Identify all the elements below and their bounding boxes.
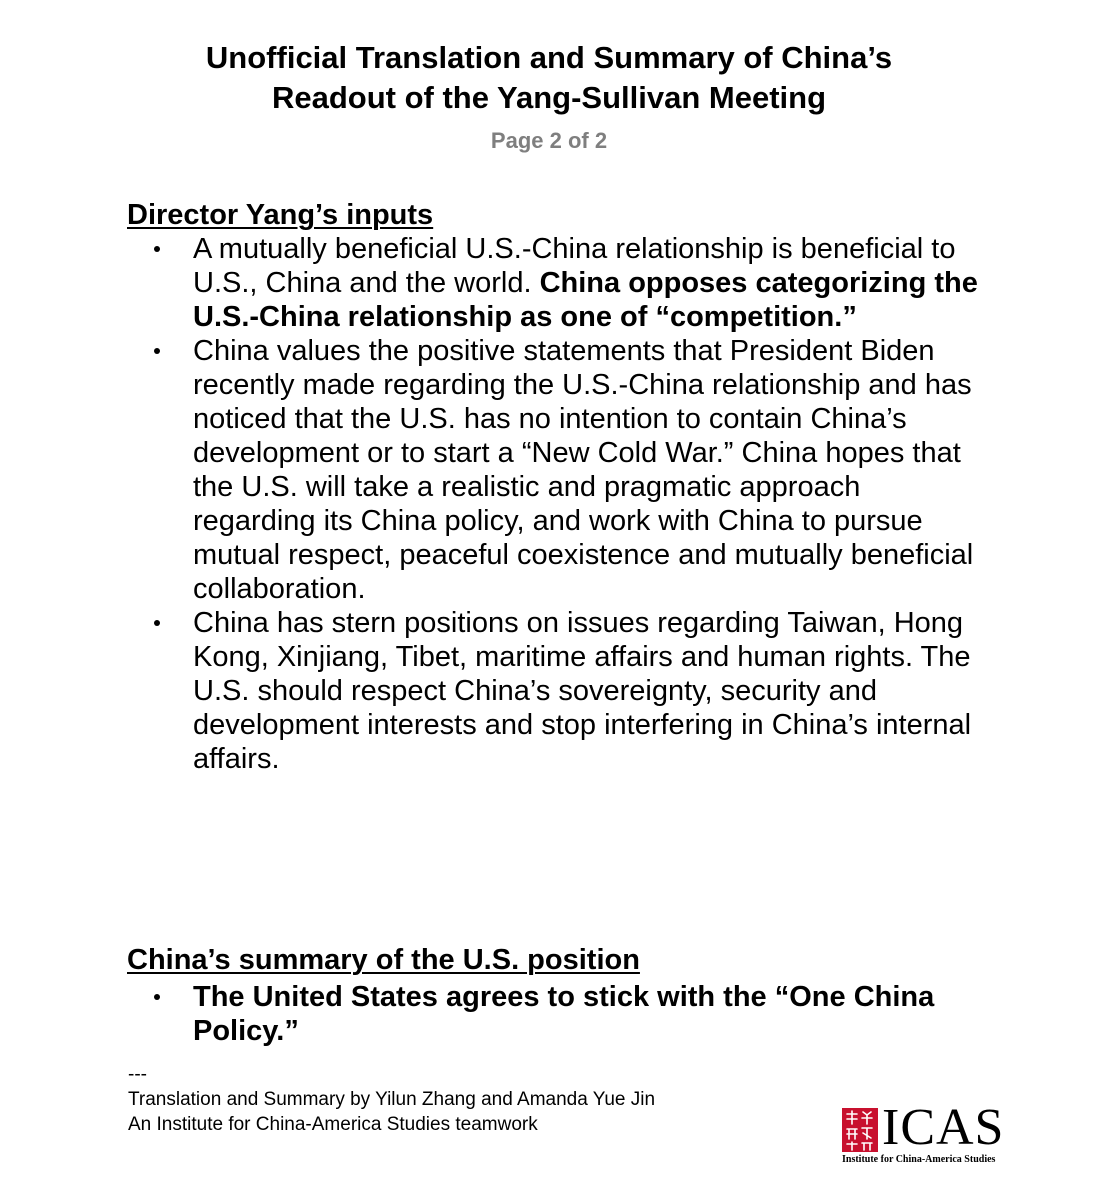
footer-org-line: An Institute for China-America Studies teamwork (128, 1114, 538, 1135)
footer-credit: Translation and Summary by Yilun Zhang and Amanda Yue Jin (128, 1089, 656, 1110)
list-item (150, 232, 980, 334)
list-item (150, 334, 980, 606)
logo-full-name: Institute for China-America Studies (842, 1154, 996, 1165)
icas-logo (842, 1099, 1012, 1166)
bullet-bold-text: The United States agrees to stick with the “One China Policy.” (193, 981, 935, 1047)
title-line-2: Readout of the Yang-Sullivan Meeting (271, 80, 827, 115)
bullet-icon (154, 620, 160, 626)
section-heading-us-position: China’s summary of the U.S. position (127, 944, 640, 976)
logo-seal-icon (842, 1108, 878, 1152)
bullet-icon (154, 994, 160, 1000)
bullet-text: China has stern positions on issues regarding Taiwan, Hong Kong, Xinjiang, Tibet, maritime affairs and human rights. The U.S. should respect China’s sovereignty, security and development interests and stop interfering in China’s internal affairs. (193, 607, 972, 775)
bullet-text: A mutually beneficial U.S.-China relationship is beneficial to U.S., China and the world. (193, 233, 956, 299)
bullet-bold-text: China opposes categorizing the U.S.-China relationship as one of “competition.” (193, 267, 978, 333)
director-yang-bullet-list (150, 232, 980, 776)
list-item (150, 980, 980, 1048)
list-item (150, 606, 980, 776)
bullet-text: China values the positive statements that President Biden recently made regarding the U.S.-China relationship and has noticed that the U.S. has no intention to contain China’s development or to start a “New Cold War.” China hopes that the U.S. will take a realistic and pragmatic approach regarding its China policy, and work with China to pursue mutual respect, peaceful coexistence and mutually beneficial collaboration. (193, 335, 974, 605)
bullet-icon (154, 348, 160, 354)
logo-abbr: ICAS (882, 1099, 1005, 1156)
page-indicator: Page 2 of 2 (490, 128, 608, 153)
document-title (0, 38, 1098, 118)
bullet-icon (154, 246, 160, 252)
footer (128, 1062, 655, 1137)
section-heading-director-yang: Director Yang’s inputs (127, 199, 434, 231)
title-line-1: Unofficial Translation and Summary of China’s (205, 40, 893, 75)
footer-separator: --- (128, 1064, 147, 1085)
us-position-bullet-list (150, 980, 980, 1048)
